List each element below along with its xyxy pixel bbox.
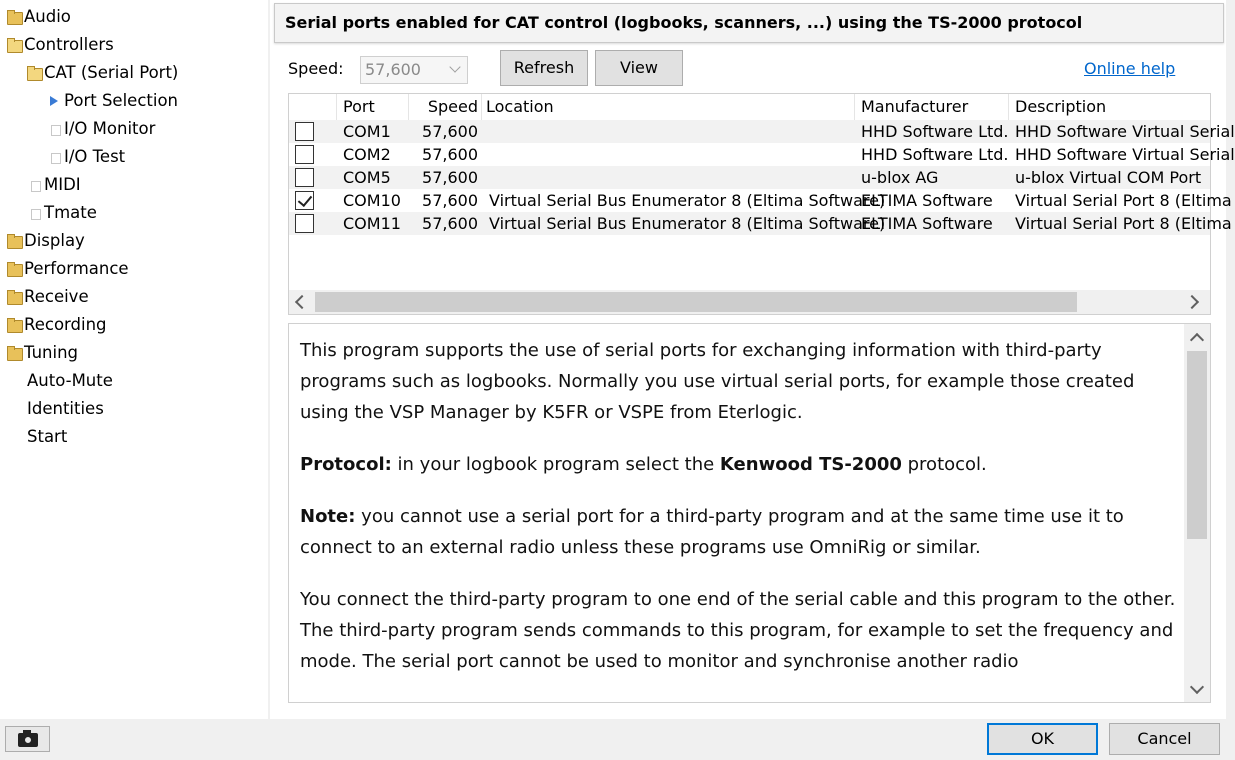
scroll-up-icon[interactable] [1190, 333, 1204, 347]
cell-speed: 57,600 [422, 145, 478, 164]
tree-item-midi[interactable] [24, 172, 81, 198]
settings-panel [270, 0, 1235, 719]
tree-item-label: MIDI [44, 175, 81, 194]
tree-item-auto-mute[interactable] [4, 368, 113, 394]
vertical-scrollbar[interactable] [1184, 324, 1210, 702]
cell-manufacturer: HHD Software Ltd. [861, 145, 1009, 164]
cell-port: COM5 [343, 168, 391, 187]
horizontal-scrollbar[interactable] [289, 290, 1210, 314]
column-header-speed[interactable]: Speed [410, 94, 482, 120]
online-help-link[interactable]: Online help [1084, 59, 1176, 78]
table-row[interactable] [289, 166, 1210, 189]
cell-port: COM11 [343, 214, 401, 233]
leaf-icon [24, 172, 44, 198]
tree-item-label: Recording [24, 315, 107, 334]
leaf-icon [44, 144, 64, 170]
table-row[interactable] [289, 143, 1235, 166]
scroll-left-icon[interactable] [295, 295, 309, 309]
port-enable-checkbox[interactable] [295, 168, 314, 187]
cell-description: u-blox Virtual COM Port [1015, 168, 1202, 187]
folder-closed-icon [4, 256, 24, 282]
cell-description: Virtual Serial Port 8 (Eltima [1015, 214, 1232, 233]
tree-item-recording[interactable] [4, 312, 107, 338]
ports-table [288, 93, 1235, 315]
screenshot-button[interactable] [5, 726, 50, 752]
tree-item-port-selection[interactable] [44, 88, 178, 114]
leaf-icon [24, 200, 44, 226]
column-header-port[interactable]: Port [343, 94, 409, 120]
tree-item-label: Identities [27, 399, 104, 418]
folder-closed-icon [4, 312, 24, 338]
note-text: you cannot use a serial port for a third-party program and at the same time use it to connect to an external radio unless these programs use OmniRig or similar. [300, 506, 1124, 558]
cell-speed: 57,600 [422, 168, 478, 187]
tree-item-tuning[interactable] [4, 340, 78, 366]
column-header-description[interactable]: Description [1015, 97, 1107, 116]
ok-button[interactable]: OK [987, 723, 1098, 755]
tree-item-i-o-monitor[interactable] [44, 116, 155, 142]
cell-manufacturer: HHD Software Ltd. [861, 122, 1009, 141]
folder-closed-icon [4, 228, 24, 254]
cell-speed: 57,600 [422, 191, 478, 210]
table-row[interactable] [289, 120, 1235, 143]
tree-item-label: Receive [24, 287, 89, 306]
table-row[interactable] [289, 189, 1232, 212]
dialog-footer [0, 719, 1226, 760]
cell-manufacturer: u-blox AG [861, 168, 939, 187]
cell-port: COM1 [343, 122, 391, 141]
column-header-check[interactable] [289, 94, 337, 120]
cancel-button[interactable]: Cancel [1109, 723, 1220, 755]
cell-location: Virtual Serial Bus Enumerator 8 (Eltima Software) [489, 214, 886, 233]
column-header-manufacturer[interactable]: Manufacturer [861, 94, 1009, 120]
table-row[interactable] [289, 212, 1232, 235]
scroll-down-icon[interactable] [1190, 680, 1204, 694]
column-header-location[interactable]: Location [486, 94, 855, 120]
scroll-thumb[interactable] [1187, 351, 1207, 539]
speed-select-value: 57,600 [365, 60, 421, 79]
tree-item-label: Audio [24, 7, 71, 26]
tree-item-tmate[interactable] [24, 200, 97, 226]
protocol-text: in your logbook program select the [391, 454, 720, 475]
port-enable-checkbox[interactable] [295, 122, 314, 141]
tree-item-label: Display [24, 231, 85, 250]
description-text [300, 335, 1180, 698]
blank-icon [4, 368, 27, 394]
tree-item-label: Controllers [24, 35, 114, 54]
scroll-thumb[interactable] [315, 292, 1077, 312]
protocol-description [288, 323, 1211, 703]
protocol-label: Protocol: [300, 454, 392, 475]
panel-title: Serial ports enabled for CAT control (logbooks, scanners, ...) using the TS-2000 protocol [274, 3, 1224, 43]
folder-open-icon [4, 32, 24, 58]
tree-item-label: CAT (Serial Port) [44, 63, 179, 82]
tree-item-label: I/O Monitor [64, 119, 156, 138]
protocol-name: Kenwood TS-2000 [719, 454, 902, 475]
port-enable-checkbox[interactable] [295, 191, 314, 210]
port-enable-checkbox[interactable] [295, 145, 314, 164]
tree-item-identities[interactable] [4, 396, 104, 422]
view-button[interactable]: View [595, 50, 683, 86]
tree-item-i-o-test[interactable] [44, 144, 125, 170]
cell-description: HHD Software Virtual Serial [1015, 122, 1235, 141]
camera-icon-lens [24, 736, 32, 744]
cell-port: COM2 [343, 145, 391, 164]
description-paragraph [300, 449, 1180, 480]
speed-label: Speed: [288, 59, 344, 78]
description-paragraph [300, 501, 1180, 563]
leaf-icon [44, 116, 64, 142]
description-paragraph: This program supports the use of serial ports for exchanging information with third-party programs such as logbooks. Normally you use virtual serial ports, for example those created using the VSP Manager by K5FR or VSPE from Eterlogic. [300, 340, 1135, 423]
tree-item-label: I/O Test [64, 147, 126, 166]
cell-location: Virtual Serial Bus Enumerator 8 (Eltima Software) [489, 191, 886, 210]
cell-speed: 57,600 [422, 214, 478, 233]
folder-closed-icon [4, 340, 24, 366]
port-enable-checkbox[interactable] [295, 214, 314, 233]
tree-item-label: Tuning [24, 343, 79, 362]
tree-item-label: Performance [24, 259, 129, 278]
selected-arrow-icon [44, 88, 64, 114]
description-paragraph: You connect the third-party program to one end of the serial cable and this program to the other. The third-party program sends commands to this program, for example to set the frequency and mode. The serial port cannot be used to monitor and synchronise another radio [300, 589, 1176, 672]
folder-open-icon [24, 60, 44, 86]
tree-item-label: Auto-Mute [27, 371, 113, 390]
folder-closed-icon [4, 4, 24, 30]
blank-icon [4, 424, 27, 450]
tree-item-performance[interactable] [4, 256, 129, 282]
cell-manufacturer: ELTIMA Software [861, 214, 993, 233]
note-label: Note: [300, 506, 356, 527]
tree-item-display[interactable] [4, 228, 85, 254]
cell-speed: 57,600 [422, 122, 478, 141]
speed-select [360, 56, 468, 84]
blank-icon [4, 396, 27, 422]
folder-closed-icon [4, 284, 24, 310]
tree-item-label: Tmate [44, 203, 97, 222]
refresh-button[interactable]: Refresh [500, 50, 588, 86]
tree-item-receive[interactable] [4, 284, 89, 310]
cell-port: COM10 [343, 191, 401, 210]
cell-description: HHD Software Virtual Serial [1015, 145, 1235, 164]
tree-item-controllers[interactable] [4, 32, 114, 58]
tree-item-cat-serial-port[interactable] [24, 60, 178, 86]
cell-manufacturer: ELTIMA Software [861, 191, 993, 210]
cell-description: Virtual Serial Port 8 (Eltima [1015, 191, 1232, 210]
tree-item-audio[interactable] [4, 4, 71, 30]
settings-tree [0, 0, 268, 719]
tree-item-label: Start [27, 427, 68, 446]
tree-item-start[interactable] [4, 424, 67, 450]
scroll-right-icon[interactable] [1185, 295, 1199, 309]
protocol-text-end: protocol. [901, 454, 987, 475]
chevron-down-icon [449, 61, 460, 72]
tree-item-label: Port Selection [64, 91, 178, 110]
